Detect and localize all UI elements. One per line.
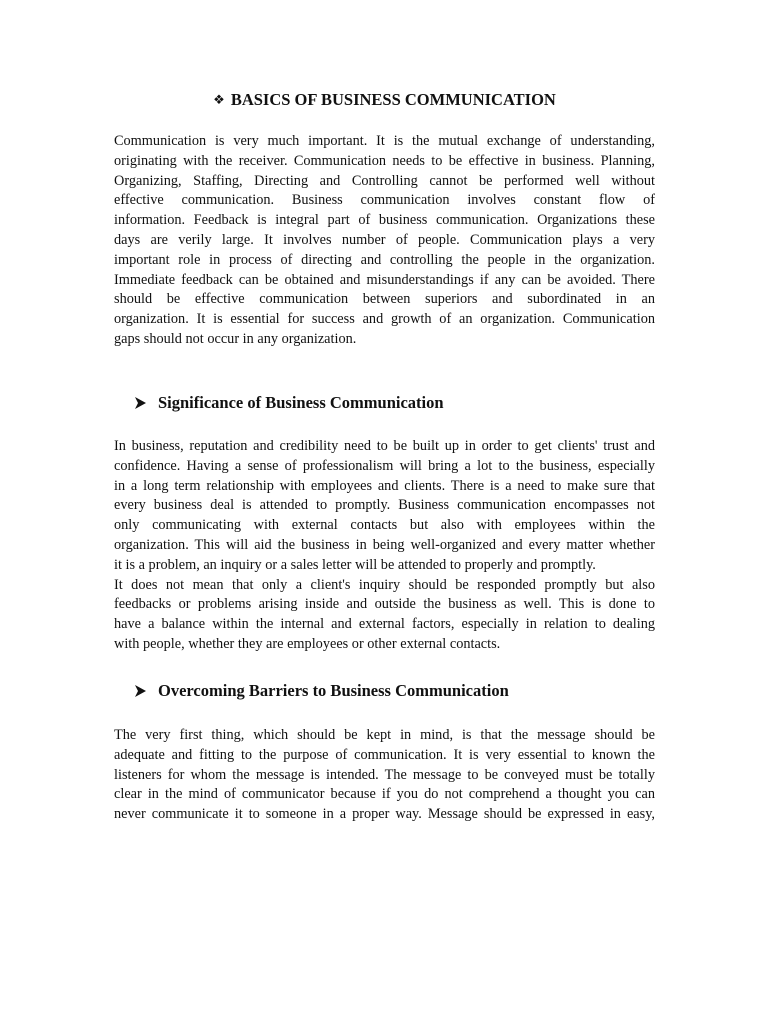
paragraph-line: only communicating with external contacts but also with employees within the	[114, 517, 655, 534]
section-heading-barriers	[134, 680, 509, 702]
paragraph-line: confidence. Having a sense of professionalism will bring a lot to the business, especially	[114, 457, 655, 474]
paragraph-line: organization. This will aid the business in being well-organized and every matter whether	[114, 536, 655, 553]
paragraph-line: it is a problem, an inquiry or a sales letter will be attended to properly and promptly.	[114, 556, 596, 573]
paragraph-line: days are verily large. It involves number of people. Communication plays a very	[114, 231, 655, 248]
paragraph-line: clear in the mind of communicator because if you do not comprehend a thought you can	[114, 786, 655, 803]
paragraph-line: gaps should not occur in any organization.	[114, 330, 357, 347]
paragraph-line: effective communication. Business communication involves constant flow of	[114, 192, 655, 209]
paragraph-line: in a long term relationship with employees and clients. There is a need to make sure that	[114, 477, 655, 494]
paragraph-line: Immediate feedback can be obtained and misunderstandings if any can be avoided. There	[114, 271, 655, 288]
arrow-bullet-icon	[134, 685, 146, 697]
barriers-paragraph	[114, 726, 655, 825]
section-heading-significance	[134, 392, 444, 414]
intro-paragraph	[114, 132, 655, 350]
diamond-bullet-icon: ❖	[213, 92, 225, 107]
significance-paragraph	[114, 437, 655, 655]
paragraph-line: should be effective communication between superiors and subordinated in an	[114, 291, 655, 308]
paragraph-line: never communicate it to someone in a proper way. Message should be expressed in easy,	[114, 806, 655, 823]
paragraph-line: adequate and fitting to the purpose of communication. It is very essential to known the	[114, 746, 655, 763]
paragraph-line: information. Feedback is integral part of business communication. Organizations these	[114, 212, 655, 229]
paragraph-line: with people, whether they are employees or other external contacts.	[114, 635, 501, 652]
section-heading-text: Significance of Business Communication	[158, 393, 444, 412]
paragraph-line: originating with the receiver. Communication needs to be effective in business. Planning,	[114, 152, 655, 169]
paragraph-line: In business, reputation and credibility need to be built up in order to get clients' trust and	[114, 438, 655, 454]
paragraph-line: Organizing, Staffing, Directing and Controlling cannot be performed well without	[114, 172, 655, 189]
paragraph-line: organization. It is essential for success and growth of an organization. Communication	[114, 311, 655, 328]
paragraph-line: It does not mean that only a client's inquiry should be responded promptly but also	[114, 576, 655, 593]
paragraph-line: feedbacks or problems arising inside and outside the business as well. This is done to	[114, 596, 655, 613]
paragraph-line: The very first thing, which should be kept in mind, is that the message should be	[114, 727, 655, 743]
document-title-text: BASICS OF BUSINESS COMMUNICATION	[230, 90, 556, 109]
paragraph-line: have a balance within the internal and external factors, especially in relation to dealing	[114, 616, 655, 633]
paragraph-line: Communication is very much important. It is the mutual exchange of understanding,	[114, 133, 655, 149]
paragraph-line: important role in process of directing and controlling the people in the organization.	[114, 251, 655, 268]
paragraph-line: listeners for whom the message is intended. The message to be conveyed must be totally	[114, 766, 655, 783]
arrow-bullet-icon	[134, 397, 146, 409]
paragraph-line: every business deal is attended to promptly. Business communication encompasses not	[114, 497, 655, 514]
section-heading-text: Overcoming Barriers to Business Communication	[158, 681, 509, 700]
document-title	[114, 89, 655, 112]
